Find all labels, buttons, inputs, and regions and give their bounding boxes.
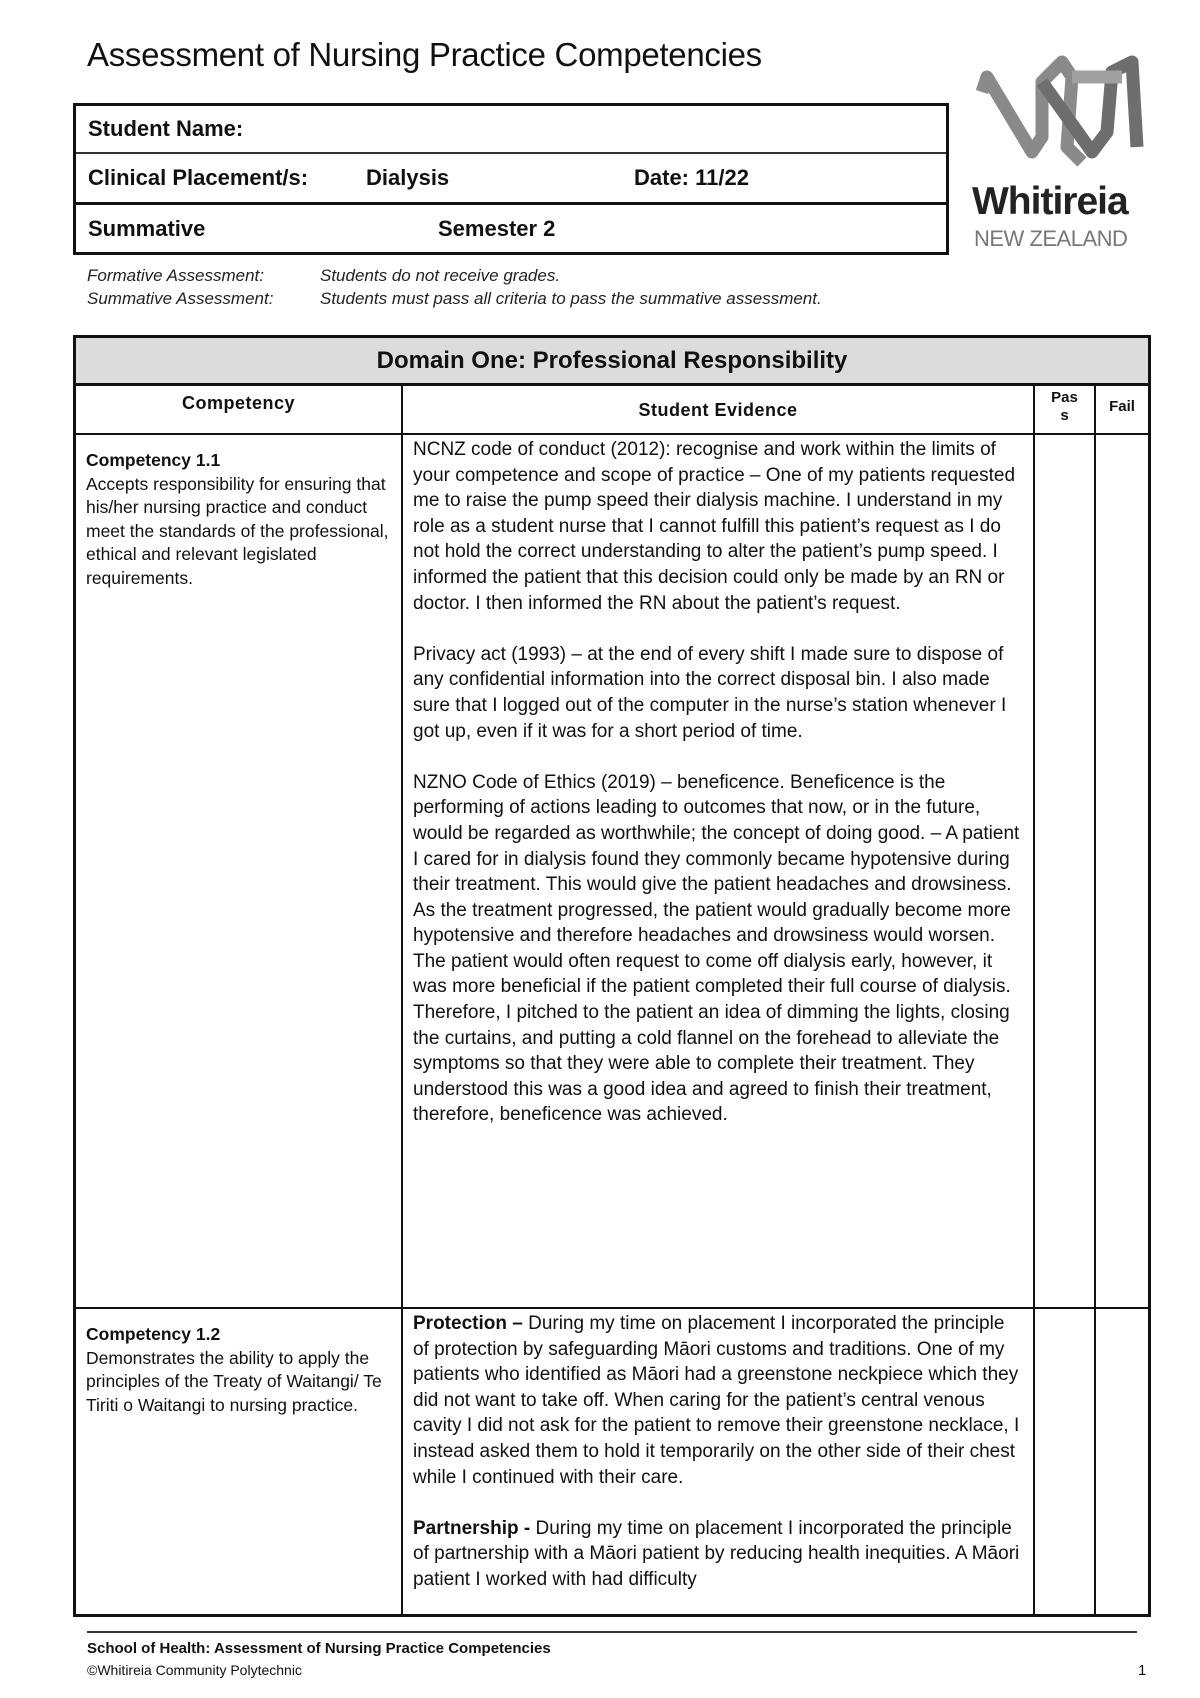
logo-mark-icon — [972, 52, 1147, 182]
assessment-row — [76, 202, 946, 252]
placement-value: Dialysis — [366, 165, 450, 190]
student-evidence — [403, 435, 1035, 1307]
evidence-paragraph — [413, 1311, 1023, 1490]
logo-name: Whitireia — [972, 180, 1128, 223]
assessment-type: Summative — [88, 215, 206, 241]
principle-label: Protection – — [413, 1313, 523, 1334]
student-evidence — [403, 1309, 1035, 1614]
domain-table — [73, 335, 1151, 1617]
evidence-text: During my time on placement I incorporated the principle of partnership with a Māori patient by reducing health inequities. A Māori patient I worked with had difficulty — [413, 1517, 1020, 1590]
placement-row — [76, 152, 946, 202]
evidence-text: During my time on placement I incorporated the principle of protection by safeguarding Māori customs and traditions. One of my patients who identified as Māori had a greenstone neckpiece which they did not want to take off. When caring for the patient’s central venous cavity I did not ask for the patient to remove their greenstone necklace, I instead asked them to hold it temporarily on the other side of their chest while I continued with their care. — [413, 1313, 1020, 1488]
whitireia-logo — [972, 52, 1147, 252]
evidence-paragraph: NCNZ code of conduct (2012): recognise and work within the limits of your competence and scope of practice – One of my patients requested me to raise the pump speed their dialysis machine. I understand in my role as a student nurse that I cannot fulfill this patient’s request as I do not hold the correct understanding to alter the patient’s pump speed. I informed the patient that this decision could only be made by an RN or doctor. I then informed the RN about the patient’s request. — [413, 439, 1016, 614]
page-number: 1 — [1138, 1662, 1147, 1679]
domain-title: Domain One: Professional Responsibility — [76, 338, 1148, 386]
footer-copyright: ©Whitireia Community Polytechnic — [87, 1662, 302, 1678]
header-fail: Fail — [1109, 398, 1135, 415]
competency-title: Competency 1.1 — [86, 450, 221, 470]
footer-divider — [87, 1631, 1137, 1633]
evidence-paragraph: NZNO Code of Ethics (2019) – beneficence. Beneficence is the performing of actions leading to outcomes that now, or in the future, would be regarded as worthwhile; the concept of doing good. – A patient I cared for in dialysis found they commonly became hypotensive during their treatment. This would give the patient headaches and drowsiness. As the treatment progressed, the patient would gradually become more hypotensive and therefore headaches and drowsiness would worsen. The patient would often request to come off dialysis early, however, it was more beneficial if the patient completed their full course of dialysis. Therefore, I pitched to the patient an idea of dimming the lights, closing the curtains, and putting a cold flannel on the forehead to alleviate the symptoms so that they were able to complete their treatment. They understood this was a good idea and agreed to finish their treatment, therefore, beneficence was achieved. — [413, 771, 1020, 1126]
principle-label: Partnership - — [413, 1517, 531, 1539]
note-label: Formative Assessment: — [87, 266, 264, 285]
note-text: Students must pass all criteria to pass the summative assessment. — [320, 289, 822, 308]
assessment-notes — [87, 264, 822, 310]
logo-subtitle: NEW ZEALAND — [974, 226, 1128, 251]
header-evidence: Student Evidence — [403, 386, 1035, 433]
header-competency: Competency — [76, 386, 403, 433]
student-name-row — [76, 106, 946, 152]
student-info-box — [73, 103, 949, 255]
competency-text: Demonstrates the ability to apply the principles of the Treaty of Waitangi/ Te Tiriti o Waitangi to nursing practice. — [86, 1347, 382, 1415]
placement-label: Clinical Placement/s: — [88, 165, 309, 190]
footer-title: School of Health: Assessment of Nursing Practice Competencies — [87, 1640, 551, 1657]
note-text: Students do not receive grades. — [320, 266, 561, 285]
date: Date: 11/22 — [634, 165, 749, 190]
competency-title: Competency 1.2 — [86, 1324, 221, 1344]
fail-checkbox-cell[interactable] — [1096, 435, 1148, 1307]
competency-text: Accepts responsibility for ensuring that his/her nursing practice and conduct meet the standards of the professional, ethical and relevant legislated requirements. — [86, 473, 389, 588]
fail-checkbox-cell[interactable] — [1096, 1309, 1148, 1614]
evidence-paragraph — [413, 1516, 1023, 1593]
note-label: Summative Assessment: — [87, 289, 274, 308]
table-row — [76, 1307, 1148, 1614]
table-header-row — [76, 386, 1148, 433]
pass-checkbox-cell[interactable] — [1035, 1309, 1096, 1614]
student-name-label: Student Name: — [88, 116, 244, 141]
header-pass: Pas s — [1035, 386, 1096, 433]
table-row — [76, 433, 1148, 1307]
evidence-paragraph: Privacy act (1993) – at the end of every shift I made sure to dispose of any confidential information into the correct disposal bin. I also made sure that I logged out of the computer in the nurse’s station whenever I got up, even if it was for a short period of time. — [413, 643, 1007, 742]
semester: Semester 2 — [438, 215, 556, 241]
pass-checkbox-cell[interactable] — [1035, 435, 1096, 1307]
page-title: Assessment of Nursing Practice Competencies — [87, 36, 762, 73]
